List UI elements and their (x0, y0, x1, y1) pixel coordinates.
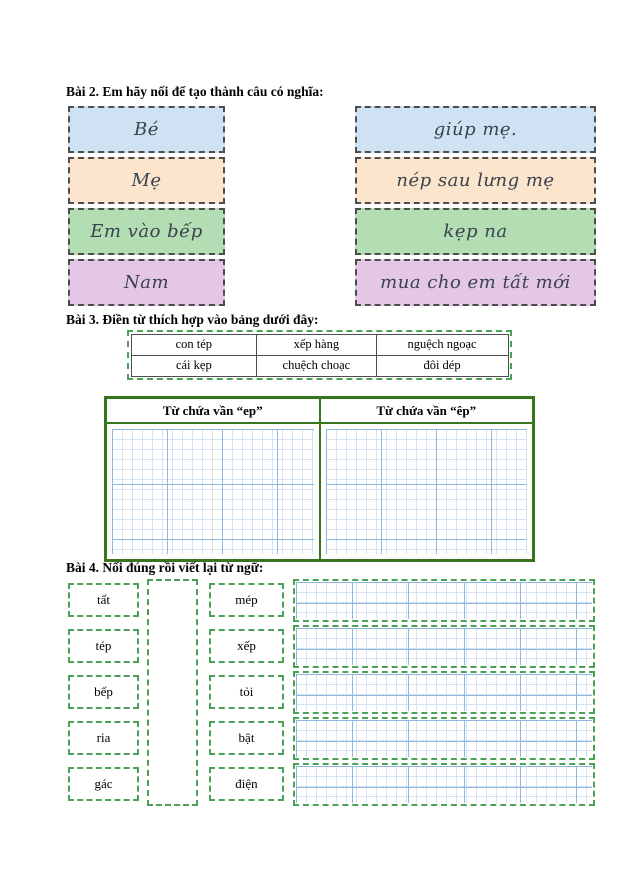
writing-grid (296, 674, 592, 711)
ex4-writing-row-2 (293, 625, 595, 668)
ex4-right-word-1: mép (209, 583, 284, 617)
ex4-writing-row-1 (293, 579, 595, 622)
ex2-left-label-1: Bé (134, 119, 159, 140)
ex2-right-box-4 (355, 259, 596, 306)
word-bank-cell: đôi dép (376, 355, 509, 377)
ex2-right-label-2: nép sau lưng mẹ (396, 170, 555, 191)
ex2-left-label-4: Nam (123, 272, 170, 293)
ex2-left-label-3: Em vào bếp (90, 221, 203, 242)
writing-grid (296, 720, 592, 757)
writing-grid (296, 766, 592, 803)
ex3-table-header-ep: Từ chứa vần “ep” (162, 402, 263, 418)
word-bank-cell: chuệch choạc (256, 355, 376, 377)
ex3-word-bank (127, 330, 512, 380)
ex4-left-word-5: gác (68, 767, 139, 801)
exercise3-title: Bài 3. Điền từ thích hợp vào bảng dưới đây: (66, 312, 319, 327)
ex4-left-word-1: tất (68, 583, 139, 617)
ex2-right-label-1: giúp mẹ. (433, 119, 518, 140)
ex3-answer-cell-ep (107, 424, 319, 559)
ex3-answer-cell-ehp (319, 424, 533, 559)
word-bank-cell: nguệch ngoạc (376, 334, 509, 356)
word-bank-cell: con tép (131, 334, 258, 356)
ex3-word-bank-grid (131, 334, 508, 376)
ex4-right-word-4: bật (209, 721, 284, 755)
ex3-table-header-ehp: Từ chứa vần “êp” (319, 399, 533, 422)
ex2-left-box-3 (68, 208, 225, 255)
ex2-left-box-4 (68, 259, 225, 306)
ex4-right-word-3: tỏi (209, 675, 284, 709)
exercise4-title: Bài 4. Nối đúng rồi viết lại từ ngữ: (66, 560, 264, 575)
ex4-left-word-3: bếp (68, 675, 139, 709)
ex4-left-word-4: ria (68, 721, 139, 755)
ex4-writing-row-3 (293, 671, 595, 714)
ex2-right-box-3 (355, 208, 596, 255)
ex3-table-body (107, 424, 532, 559)
ex2-right-box-2 (355, 157, 596, 204)
ex4-left-word-2: tép (68, 629, 139, 663)
writing-grid (112, 429, 314, 554)
ex3-table-header-row (107, 399, 532, 424)
exercise2-title: Bài 2. Em hãy nối để tạo thành câu có nghĩa: (66, 84, 324, 99)
writing-grid (296, 628, 592, 665)
ex4-writing-row-5 (293, 763, 595, 806)
word-bank-cell: xếp hàng (256, 334, 376, 356)
ex4-right-word-2: xếp (209, 629, 284, 663)
writing-grid (326, 429, 528, 554)
ex2-right-label-3: kẹp na (443, 221, 508, 242)
ex2-left-box-1 (68, 106, 225, 153)
ex2-left-box-2 (68, 157, 225, 204)
ex2-right-box-1 (355, 106, 596, 153)
ex4-connector-box (147, 579, 198, 806)
writing-grid (296, 582, 592, 619)
ex3-answer-table (104, 396, 535, 562)
word-bank-cell: cái kẹp (131, 355, 258, 377)
ex2-right-label-4: mua cho em tất mới (380, 272, 571, 293)
ex4-right-word-5: điện (209, 767, 284, 801)
ex2-left-label-2: Mẹ (131, 170, 162, 191)
ex4-writing-row-4 (293, 717, 595, 760)
